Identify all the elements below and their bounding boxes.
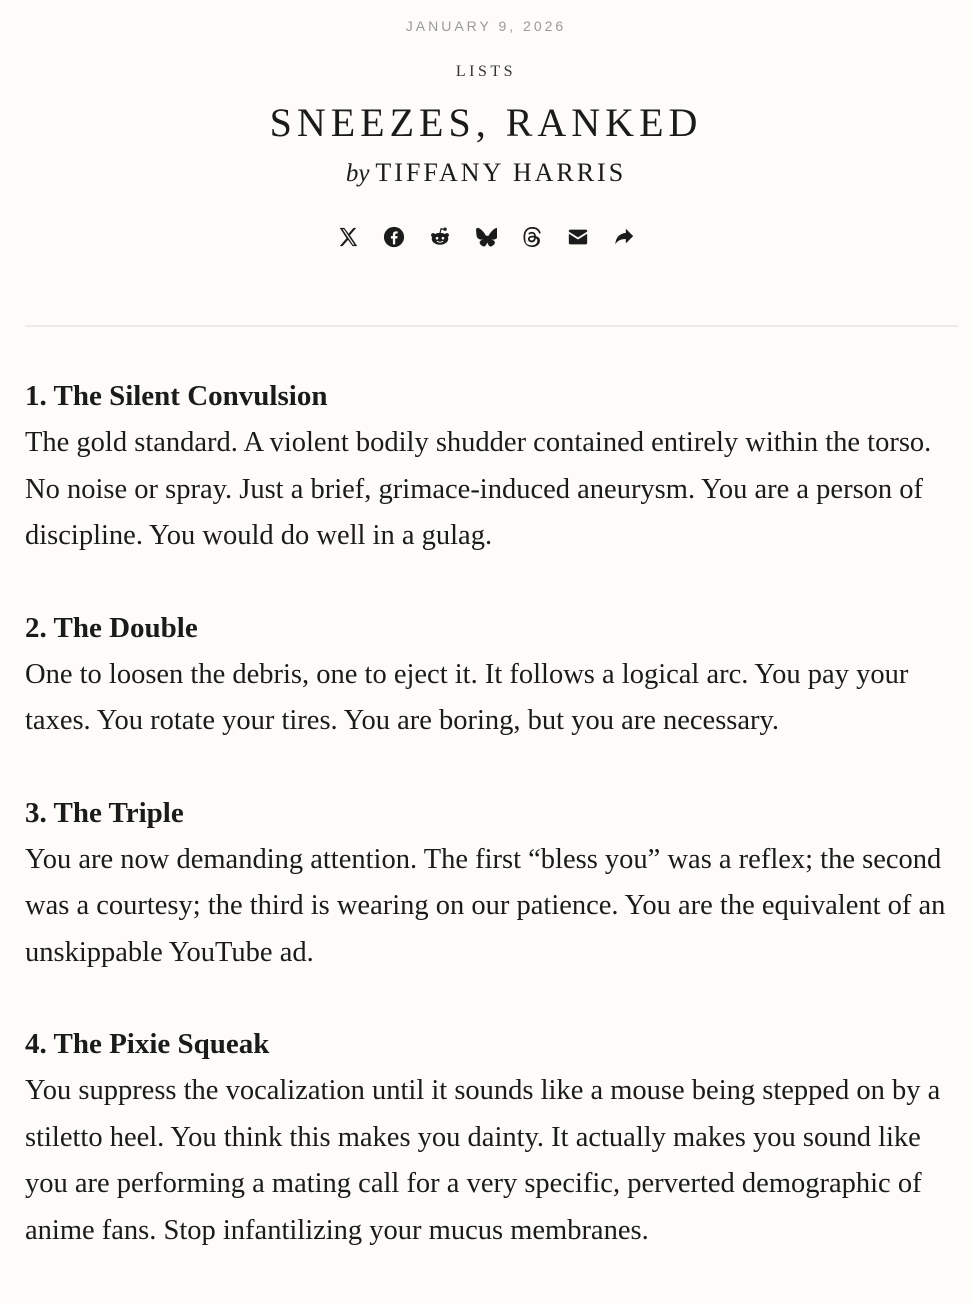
- list-item: [25, 1020, 960, 1254]
- item-paragraph: You suppress the vocalization until it sounds like a mouse being stepped on by a stiletto heel. You think this makes you dainty. It actually makes you sound like you are performing a mating call for a very specific, perverted demographic of anime fans. Stop infantilizing your mucus membranes.: [25, 1075, 941, 1246]
- bluesky-icon[interactable]: [474, 225, 498, 249]
- publish-date: JANUARY 9, 2026: [405, 18, 567, 34]
- list-item: [25, 372, 960, 560]
- threads-icon[interactable]: [520, 225, 544, 249]
- email-icon[interactable]: [566, 225, 590, 249]
- item-heading: 4. The Pixie Squeak: [25, 1028, 270, 1060]
- byline: [0, 156, 972, 191]
- item-heading: 3. The Triple: [25, 796, 184, 829]
- article-body: [25, 372, 960, 1298]
- item-paragraph: The gold standard. A violent bodily shudder contained entirely within the torso. No noise or spray. Just a brief, grimace-induced aneurysm. You are a person of discipline. You would do well in a gulag.: [25, 427, 932, 551]
- list-item: [25, 604, 960, 745]
- item-paragraph: You are now demanding attention. The first “bless you” was a reflex; the second was a courtesy; the third is wearing on our patience. You are the equivalent of an unskippable YouTube ad.: [25, 843, 946, 968]
- item-heading: 1. The Silent Convulsion: [25, 380, 328, 412]
- share-icon[interactable]: [612, 225, 636, 249]
- facebook-icon[interactable]: [382, 225, 406, 249]
- list-item: [25, 789, 960, 977]
- share-bar: [0, 225, 972, 251]
- category-link[interactable]: LISTS: [455, 63, 517, 80]
- item-paragraph: One to loosen the debris, one to eject it. It follows a logical arc. You pay your taxes. You rotate your tires. You are boring, but you are necessary.: [25, 658, 909, 736]
- x-icon[interactable]: [336, 225, 360, 249]
- header-divider: [25, 325, 958, 327]
- article-header: [0, 0, 972, 251]
- reddit-icon[interactable]: [428, 225, 452, 249]
- author-link[interactable]: TIFFANY HARRIS: [375, 158, 627, 187]
- article-title: SNEEZES, RANKED: [269, 100, 703, 145]
- byline-prefix: by: [345, 160, 370, 187]
- item-heading: 2. The Double: [25, 611, 198, 644]
